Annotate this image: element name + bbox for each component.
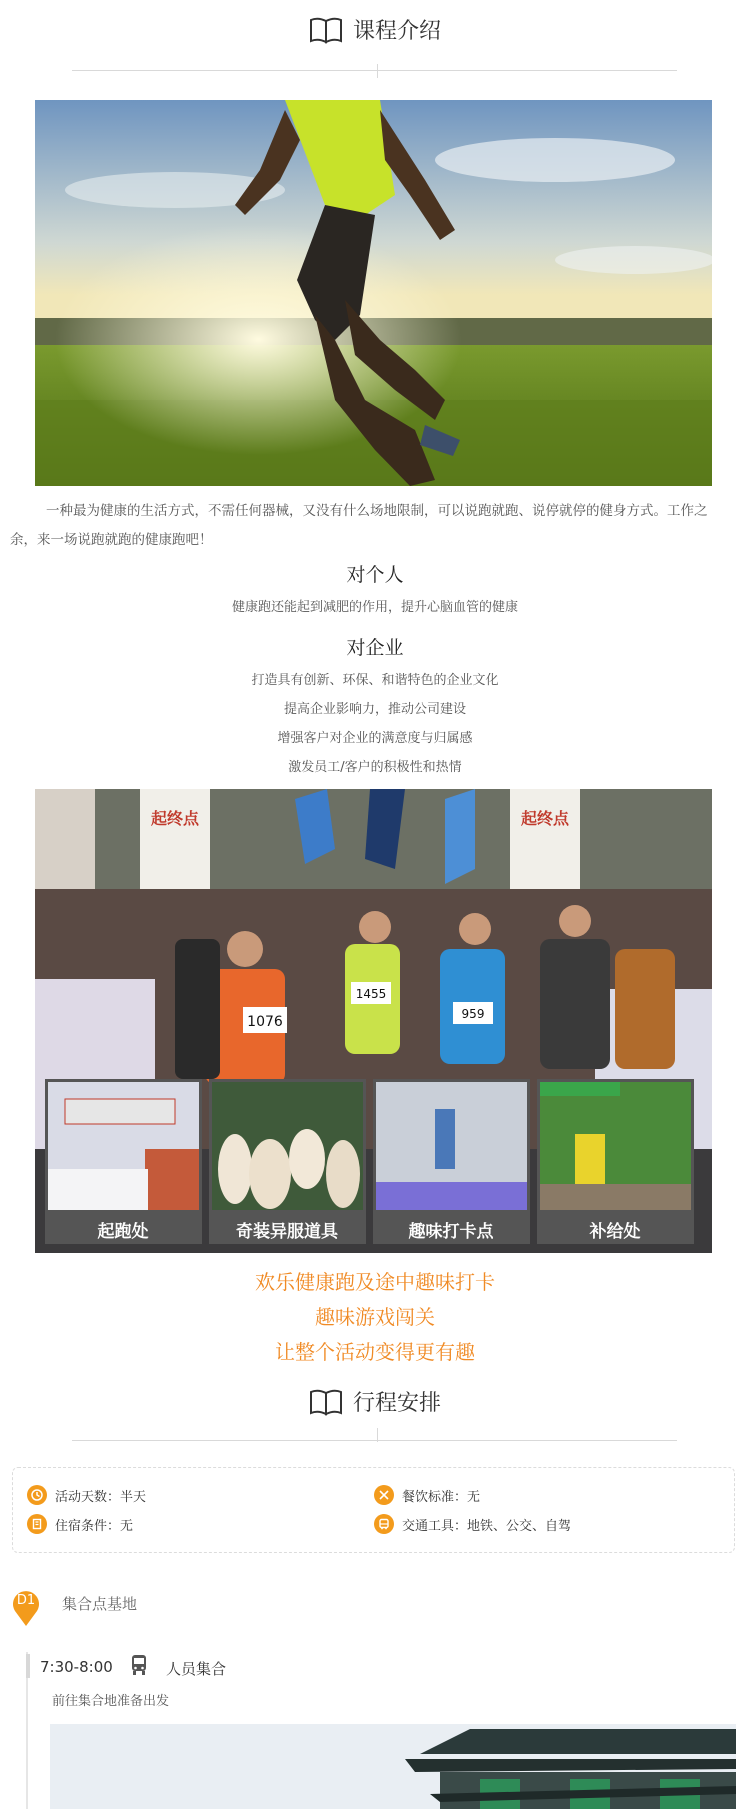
- highlight-line: 欢乐健康跑及途中趣味打卡: [255, 1270, 495, 1294]
- start-arch-right: [510, 789, 580, 899]
- enterprise-item: 增强客户对企业的满意度与归属感: [277, 731, 473, 746]
- trip-info-box: [12, 1467, 735, 1553]
- schedule-section-header: [0, 1386, 750, 1420]
- panel-label: 奇装异服道具: [236, 1222, 338, 1242]
- info-meal-label: 餐饮标准：: [402, 1489, 468, 1505]
- runner-photo: [35, 100, 712, 486]
- bib-number: 1455: [355, 987, 387, 1001]
- schedule-activity: 人员集合: [166, 1660, 227, 1678]
- personal-text: 健康跑还能起到减肥的作用，提升心脑血管的健康: [231, 600, 518, 615]
- panel-label: 起跑处: [97, 1222, 149, 1242]
- section-divider: [72, 1440, 677, 1441]
- arch-text-left: 起终点: [150, 809, 200, 828]
- book-icon: [309, 1388, 343, 1416]
- panel-start: [45, 1079, 202, 1244]
- panel-label: 趣味打卡点: [408, 1222, 494, 1242]
- gathering-site-photo: [50, 1724, 736, 1809]
- bib-number: 1076: [247, 1014, 283, 1030]
- info-meal-value: 无: [467, 1489, 481, 1505]
- info-meal: [374, 1485, 480, 1505]
- personal-title: 对个人: [346, 564, 404, 586]
- info-transport-label: 交通工具：: [402, 1518, 468, 1534]
- panel-supply: [537, 1079, 694, 1244]
- arch-text-right: 起终点: [520, 809, 570, 828]
- schedule-note: 前往集合地准备出发: [52, 1694, 170, 1709]
- highlight-line: 趣味游戏闯关: [315, 1305, 435, 1329]
- timeline-marker: [26, 1654, 30, 1678]
- day-badge-text: D1: [16, 1593, 36, 1608]
- info-transport-value: 地铁、公交、自驾: [467, 1518, 572, 1534]
- book-icon: [309, 16, 343, 44]
- start-arch-left: [140, 789, 210, 899]
- intro-paragraph: 一种最为健康的生活方式，不需任何器械，又没有什么场地限制，可以说跑就跑、说停就停的健身方式。工作之余，来一场说跑就跑的健康跑吧！: [10, 503, 708, 548]
- event-photo-collage: [35, 789, 712, 1253]
- utensils-icon: [374, 1485, 394, 1505]
- course-section-title: 课程介绍: [352, 19, 441, 44]
- enterprise-item: 提高企业影响力，推动公司建设: [283, 702, 466, 717]
- panel-checkpoint: [373, 1079, 530, 1244]
- info-days-label: 活动天数：: [55, 1489, 121, 1505]
- info-transport: [374, 1514, 571, 1534]
- divider-tick: [377, 64, 378, 78]
- section-divider: [72, 70, 677, 71]
- highlight-line: 让整个活动变得更有趣: [275, 1340, 475, 1364]
- schedule-section-title: 行程安排: [352, 1391, 441, 1416]
- bus-icon: [374, 1514, 394, 1534]
- enterprise-item: 打造具有创新、环保、和谐特色的企业文化: [251, 673, 499, 688]
- info-days: [27, 1485, 146, 1505]
- divider-tick: [377, 1428, 378, 1442]
- clock-icon: [27, 1485, 47, 1505]
- bib-number: 959: [461, 1007, 485, 1021]
- info-lodging-value: 无: [120, 1518, 134, 1534]
- enterprise-title: 对企业: [346, 637, 404, 659]
- building-icon: [27, 1514, 47, 1534]
- day-place: 集合点基地: [62, 1595, 138, 1613]
- bus-icon: [130, 1654, 148, 1676]
- info-lodging-label: 住宿条件：: [55, 1518, 121, 1534]
- course-section-header: [0, 14, 750, 48]
- enterprise-item: 激发员工/客户的积极性和热情: [288, 760, 462, 775]
- info-lodging: [27, 1514, 133, 1534]
- info-days-value: 半天: [120, 1489, 147, 1505]
- panel-label: 补给处: [589, 1222, 641, 1242]
- panel-costume: [209, 1079, 366, 1244]
- schedule-time: 7:30-8:00: [40, 1658, 113, 1676]
